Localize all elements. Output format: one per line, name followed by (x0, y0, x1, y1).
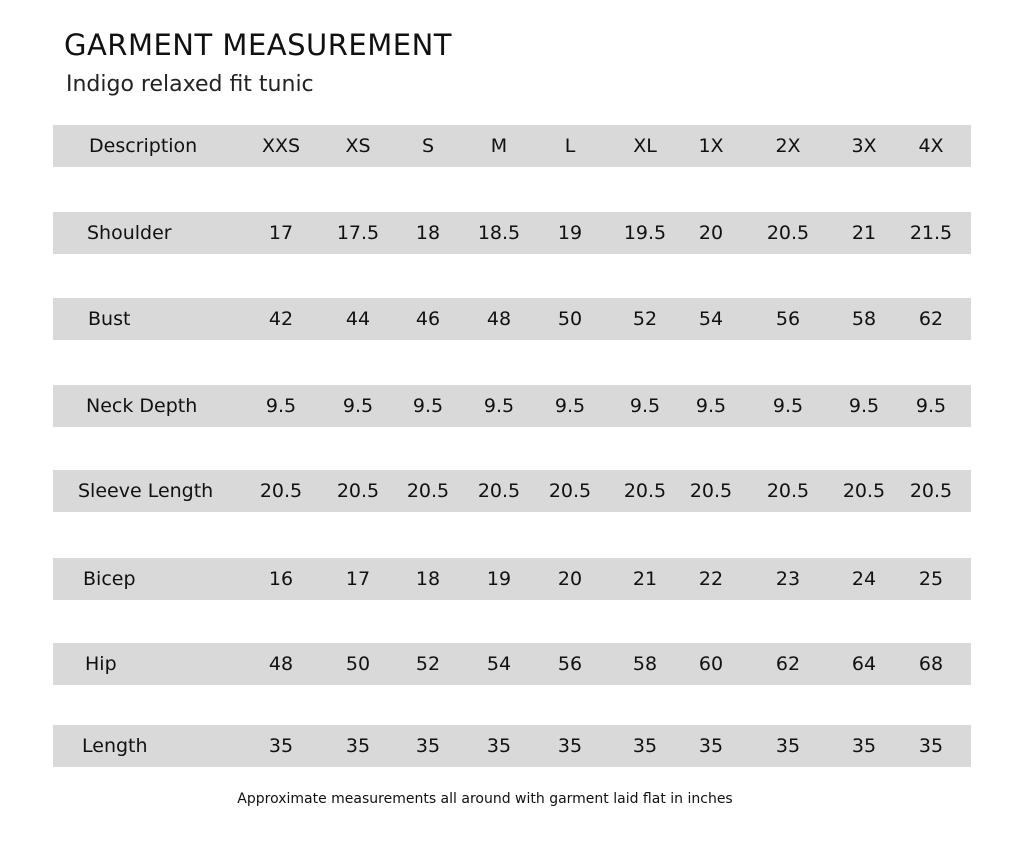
measurement-cell: 60 (698, 653, 724, 675)
measurement-cell: 58 (851, 308, 877, 330)
row-label: Bust (88, 308, 131, 330)
measurement-cell: 9.5 (772, 395, 804, 417)
table-row (0, 643, 1024, 685)
measurement-cell: 35 (698, 735, 724, 757)
measurement-cell: 21 (632, 568, 658, 590)
measurement-cell: 17 (345, 568, 371, 590)
measurement-cell: 9.5 (554, 395, 586, 417)
measurement-cell: 20.5 (259, 480, 303, 502)
table-row (0, 558, 1024, 600)
measurement-cell: 9.5 (695, 395, 727, 417)
header-row (0, 125, 1024, 167)
measurement-cell: 50 (345, 653, 371, 675)
measurement-cell: 9.5 (342, 395, 374, 417)
measurement-cell: 18 (415, 568, 441, 590)
table-row (0, 725, 1024, 767)
measurement-cell: 19 (486, 568, 512, 590)
measurement-cell: 24 (851, 568, 877, 590)
measurement-cell: 20.5 (406, 480, 450, 502)
measurement-cell: 19 (557, 222, 583, 244)
page-subtitle: Indigo relaxed fit tunic (66, 72, 314, 97)
measurement-cell: 62 (775, 653, 801, 675)
size-header-cell: 4X (918, 135, 944, 157)
measurement-cell: 35 (918, 735, 944, 757)
table-row (0, 385, 1024, 427)
measurement-cell: 9.5 (629, 395, 661, 417)
size-header-cell: M (490, 135, 508, 157)
measurement-cell: 20.5 (548, 480, 592, 502)
measurement-cell: 21 (851, 222, 877, 244)
row-label: Shoulder (87, 222, 172, 244)
measurement-cell: 35 (775, 735, 801, 757)
measurement-cell: 9.5 (915, 395, 947, 417)
measurement-cell: 20.5 (336, 480, 380, 502)
size-header-cell: XS (345, 135, 371, 157)
size-header-cell: S (421, 135, 435, 157)
measurement-cell: 56 (775, 308, 801, 330)
measurement-cell: 54 (486, 653, 512, 675)
measurement-cell: 50 (557, 308, 583, 330)
row-label: Bicep (83, 568, 136, 590)
measurement-cell: 68 (918, 653, 944, 675)
page-title: GARMENT MEASUREMENT (64, 28, 452, 62)
measurement-cell: 22 (698, 568, 724, 590)
measurement-cell: 9.5 (265, 395, 297, 417)
header-label: Description (89, 135, 198, 157)
size-header-cell: 1X (698, 135, 724, 157)
measurement-cell: 17.5 (336, 222, 380, 244)
measurement-cell: 25 (918, 568, 944, 590)
size-header-cell: 2X (775, 135, 801, 157)
row-label: Neck Depth (86, 395, 198, 417)
row-label: Hip (85, 653, 117, 675)
measurement-cell: 35 (557, 735, 583, 757)
measurement-cell: 62 (918, 308, 944, 330)
measurement-cell: 9.5 (483, 395, 515, 417)
measurement-cell: 52 (415, 653, 441, 675)
table-row (0, 470, 1024, 512)
measurement-cell: 20.5 (766, 480, 810, 502)
measurement-cell: 23 (775, 568, 801, 590)
footnote: Approximate measurements all around with garment laid flat in inches (237, 791, 733, 807)
measurement-cell: 20.5 (477, 480, 521, 502)
size-header-cell: L (564, 135, 576, 157)
measurement-cell: 18.5 (477, 222, 521, 244)
measurement-cell: 48 (486, 308, 512, 330)
measurement-cell: 35 (632, 735, 658, 757)
row-label: Length (82, 735, 148, 757)
size-header-cell: XXS (261, 135, 301, 157)
measurement-cell: 19.5 (623, 222, 667, 244)
measurement-cell: 20.5 (842, 480, 886, 502)
measurement-cell: 58 (632, 653, 658, 675)
measurement-cell: 16 (268, 568, 294, 590)
measurement-cell: 17 (268, 222, 294, 244)
size-header-cell: XL (633, 135, 657, 157)
measurement-cell: 35 (851, 735, 877, 757)
measurement-cell: 42 (268, 308, 294, 330)
measurement-cell: 20.5 (623, 480, 667, 502)
measurement-cell: 48 (268, 653, 294, 675)
measurement-cell: 52 (632, 308, 658, 330)
measurement-cell: 64 (851, 653, 877, 675)
row-label: Sleeve Length (78, 480, 214, 502)
measurement-cell: 54 (698, 308, 724, 330)
measurement-cell: 20.5 (909, 480, 953, 502)
measurement-cell: 46 (415, 308, 441, 330)
table-row (0, 212, 1024, 254)
measurement-cell: 44 (345, 308, 371, 330)
measurement-cell: 35 (415, 735, 441, 757)
table-row (0, 298, 1024, 340)
measurement-cell: 9.5 (848, 395, 880, 417)
measurement-cell: 35 (345, 735, 371, 757)
measurement-cell: 21.5 (909, 222, 953, 244)
measurement-cell: 20.5 (766, 222, 810, 244)
measurement-cell: 35 (486, 735, 512, 757)
measurement-cell: 35 (268, 735, 294, 757)
size-header-cell: 3X (851, 135, 877, 157)
measurement-cell: 20 (557, 568, 583, 590)
measurement-cell: 56 (557, 653, 583, 675)
measurement-cell: 20.5 (689, 480, 733, 502)
measurement-cell: 9.5 (412, 395, 444, 417)
measurement-cell: 18 (415, 222, 441, 244)
measurement-cell: 20 (698, 222, 724, 244)
